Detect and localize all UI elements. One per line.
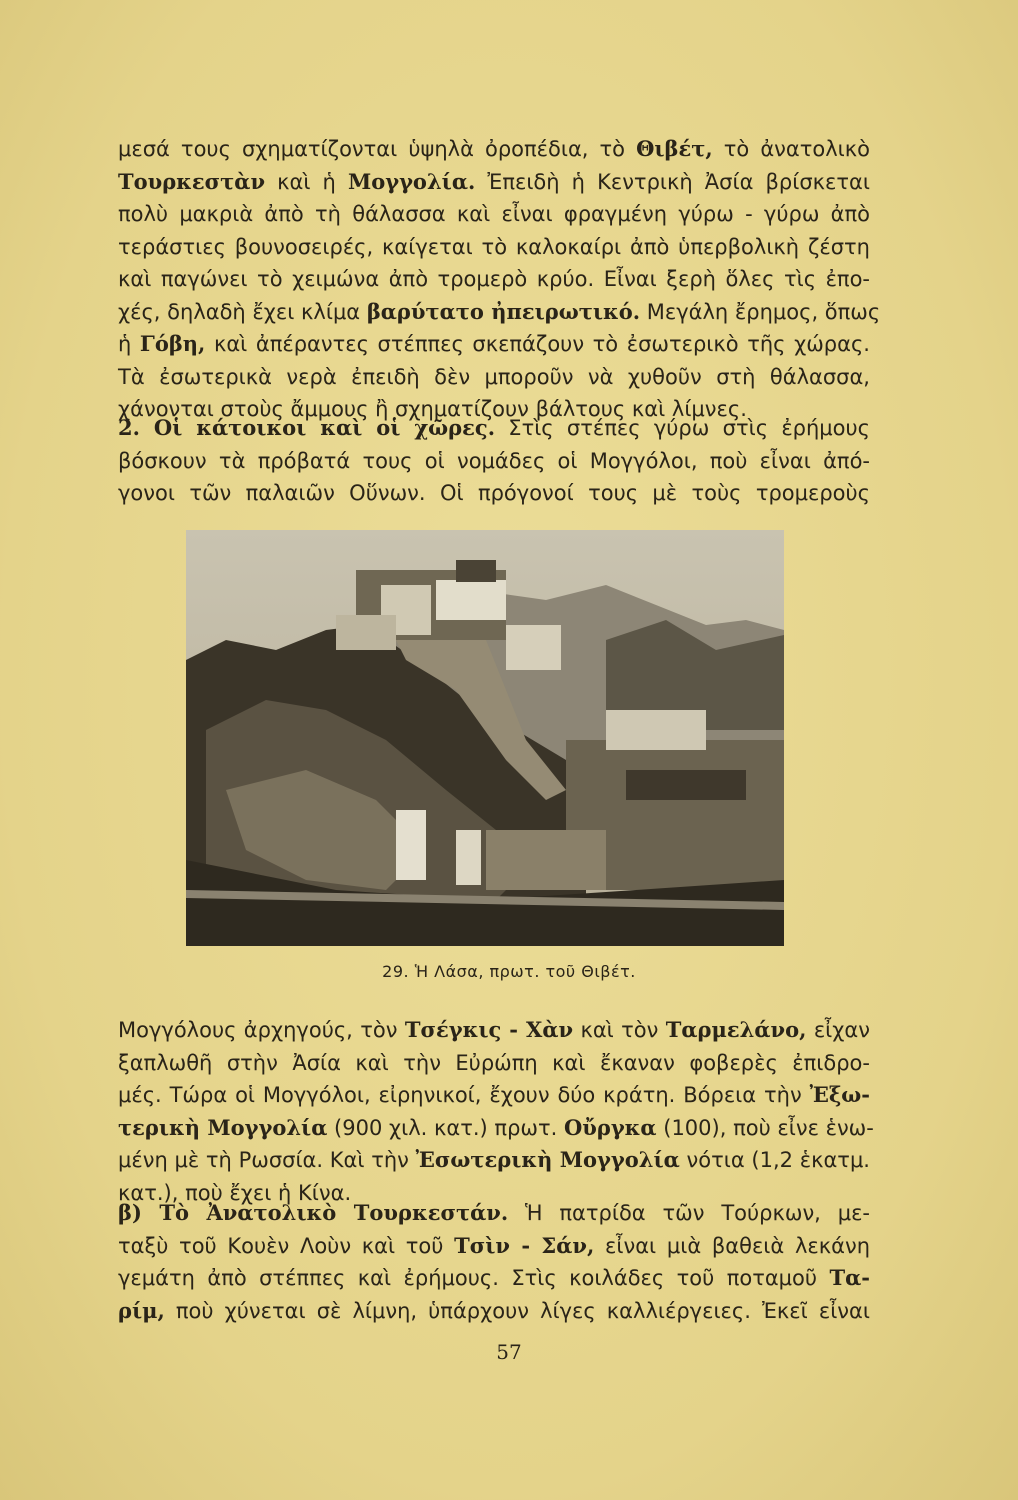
text-run: γονοι τῶν παλαιῶν Οὕνων. Οἱ πρόγονοί τους μὲ τοὺς τρομεροὺς (118, 481, 870, 505)
text-line (118, 1295, 870, 1328)
text-run: εἶναι μιὰ βαθειὰ λεκάνη (594, 1233, 870, 1258)
bold-term: τερικὴ Μογγολία (118, 1114, 328, 1140)
text-line (118, 1112, 874, 1145)
page-number: 57 (496, 1340, 522, 1364)
text-run: τεράστιες βουνοσειρές, καίγεται τὸ καλοκαίρι ἀπὸ ὑπερβολικὴ ζέστη (118, 234, 870, 259)
text-run: ξαπλωθῆ στὴν Ἀσία καὶ τὴν Εὐρώπη καὶ ἔκαναν φοβερὲς ἐπιδρο- (118, 1050, 870, 1075)
text-run: Στὶς στέπες γύρω στὶς ἐρήμους (495, 416, 870, 440)
bold-term: 2. Οἱ κάτοικοι καὶ οἱ χῶρες. (118, 415, 495, 440)
text-run: νότια (1,2 ἑκατμ. (679, 1148, 870, 1172)
bold-term: Μογγολία. (347, 168, 476, 194)
bold-term: βαρύτατο ἠπειρωτικό. (366, 298, 641, 324)
figure-caption: 29. Ἡ Λάσα, πρωτ. τοῦ Θιβέτ. (382, 962, 636, 981)
text-run: Μεγάλη ἔρημος, ὅπως (640, 299, 881, 324)
paragraph-2 (118, 412, 870, 510)
text-run: ταξὺ τοῦ Κουὲν Λοὺν καὶ τοῦ (118, 1233, 455, 1258)
text-line (118, 231, 870, 264)
text-run: κατ.), ποὺ ἔχει ἡ Κίνα. (118, 1180, 352, 1205)
text-line (118, 198, 870, 231)
text-run: βόσκουν τὰ πρόβατά τους οἱ νομάδες οἱ Μογγόλοι, ποὺ εἶναι ἀπό- (118, 448, 870, 473)
text-run: γεμάτη ἀπὸ στέππες καὶ ἐρήμους. Στὶς κοιλάδες τοῦ ποταμοῦ (118, 1266, 830, 1290)
text-line (118, 1079, 870, 1112)
text-run: καὶ τὸν (573, 1018, 666, 1042)
text-run: μένη μὲ τὴ Ρωσσία. Καὶ τὴν (118, 1148, 416, 1172)
text-run: τὸ ἀνατολικὸ (712, 137, 870, 161)
text-run: χάνονται στοὺς ἄμμους ἢ σχηματίζουν βάλτους καὶ λίμνες. (118, 397, 747, 421)
lhasa-photo-drawing (186, 530, 784, 946)
text-line (118, 445, 870, 478)
text-run: μές. Τώρα οἱ Μογγόλοι, εἰρηνικοί, ἔχουν δύο κράτη. Βόρεια τὴν (118, 1083, 810, 1107)
text-run: καὶ ἡ (265, 169, 348, 194)
text-run: Ἐπειδὴ ἡ Κεντρικὴ Ἀσία βρίσκεται (475, 169, 870, 194)
text-line (118, 133, 870, 166)
text-line (118, 1047, 870, 1080)
text-run: Τὰ ἐσωτερικὰ νερὰ ἐπειδὴ δὲν μποροῦν νὰ χυθοῦν στὴ θάλασσα, (118, 364, 870, 389)
text-line (118, 1262, 870, 1295)
text-run: πολὺ μακριὰ ἀπὸ τὴ θάλασσα καὶ εἶναι φραγμένη γύρω - γύρω ἀπὸ (118, 202, 870, 226)
bold-term: Τσέγκις - Χὰν (404, 1017, 574, 1042)
text-run: ποὺ χύνεται σὲ λίμνη, ὑπάρχουν λίγες καλλιέργειες. Ἐκεῖ εἶναι (164, 1298, 870, 1323)
text-run: Ἡ πατρίδα τῶν Τούρκων, με- (508, 1201, 870, 1225)
bold-term: Ταρμελάνο, (665, 1017, 807, 1042)
bold-term: Γόβη, (139, 331, 206, 356)
text-line (118, 1014, 870, 1047)
text-run: (900 χιλ. κατ.) πρωτ. (327, 1115, 564, 1140)
text-run: Μογγόλους ἀρχηγούς, τὸν (118, 1018, 405, 1042)
text-run: καὶ παγώνει τὸ χειμώνα ἀπὸ τρομερὸ κρύο. Εἶναι ξερὴ ὅλες τὶς ἐπο- (118, 267, 870, 291)
text-run: εἶχαν (806, 1018, 870, 1042)
bold-term: Τουρκεστὰν (118, 168, 266, 194)
text-line (118, 361, 870, 394)
paragraph-1 (118, 133, 881, 426)
text-line (118, 328, 870, 361)
text-run: μεσά τους σχηματίζονται ὑψηλὰ ὀροπέδια, τὸ (118, 137, 637, 161)
text-run: (100), ποὺ εἶνε ἑνω- (656, 1115, 874, 1140)
text-line (118, 263, 870, 296)
text-line (118, 477, 870, 510)
lhasa-photo (186, 530, 784, 946)
text-run: ἡ (118, 332, 140, 356)
text-line (118, 412, 870, 445)
text-run: χές, δηλαδὴ ἔχει κλίμα (118, 299, 367, 324)
text-line (118, 1197, 870, 1230)
bold-term: Ἐσωτερικὴ Μογγολία (415, 1147, 680, 1172)
text-line (118, 1144, 870, 1177)
text-line (118, 1230, 870, 1263)
bold-term: Οὔργκα (563, 1114, 657, 1140)
bold-term: ρίμ, (118, 1297, 165, 1323)
text-line (118, 166, 870, 199)
text-run: καὶ ἀπέραντες στέππες σκεπάζουν τὸ ἐσωτερικὸ τῆς χώρας. (205, 332, 870, 356)
bold-term: Ἐξω- (809, 1082, 870, 1107)
bold-term: Τα- (829, 1265, 870, 1290)
bold-term: β) Τὸ Ἀνατολικὸ Τουρκεστάν. (118, 1200, 509, 1225)
bold-term: Θιβέτ, (636, 136, 713, 161)
paragraph-3 (118, 1014, 874, 1209)
bold-term: Τσὶν - Σάν, (454, 1232, 595, 1258)
text-line (118, 296, 881, 329)
paragraph-4 (118, 1197, 870, 1327)
